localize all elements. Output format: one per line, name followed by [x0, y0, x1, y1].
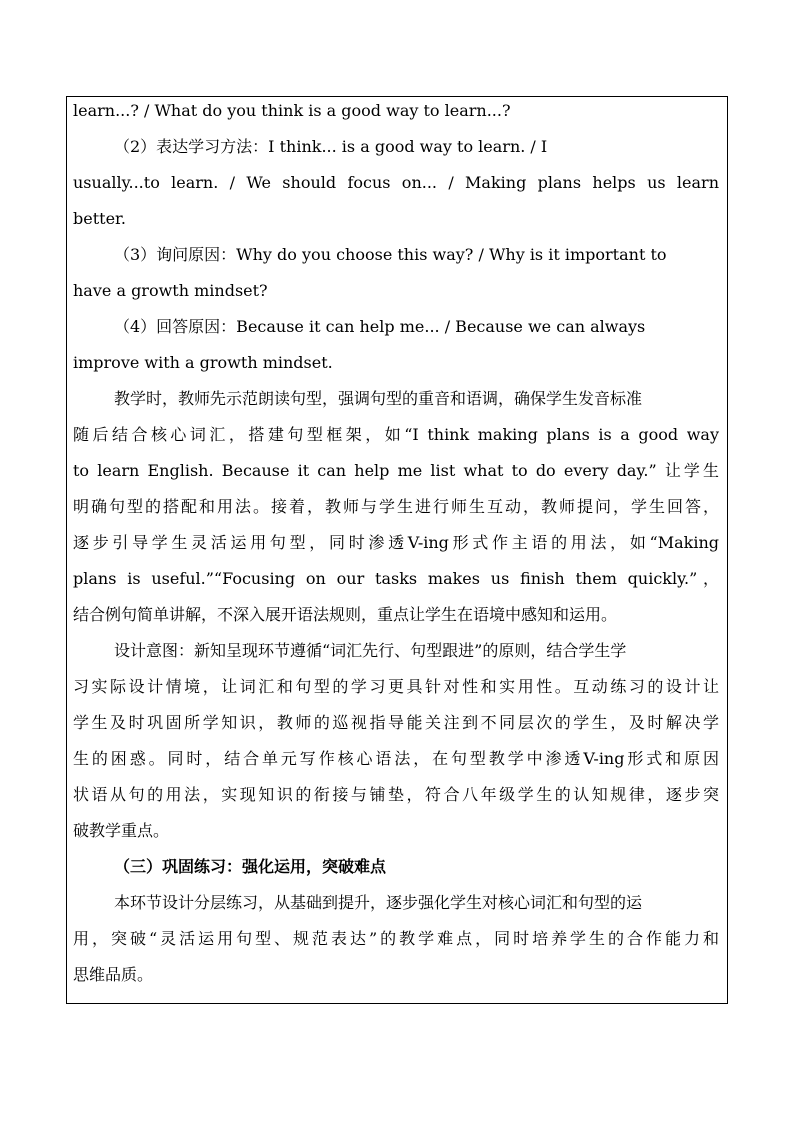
text-line-3: usually...to learn. / We should focus on... / Making plans helps us learn [73, 173, 719, 192]
paragraph-design-line-2: 习实际设计情境，让词汇和句型的学习更具针对性和实用性。互动练习的设计让 [73, 677, 719, 696]
paragraph-practice-line-1: 本环节设计分层练习，从基础到提升，逐步强化学生对核心词汇和句型的运 [114, 893, 643, 912]
paragraph-design-line-1: 设计意图：新知呈现环节遵循“词汇先行、句型跟进”的原则，结合学生学 [114, 641, 627, 660]
paragraph-teaching-line-5: 逐步引导学生灵活运用句型，同时渗透V-ing形式作主语的用法，如“Making [73, 533, 719, 552]
paragraph-practice-line-2: 用，突破“灵活运用句型、规范表达”的教学难点，同时培养学生的合作能力和 [73, 929, 719, 948]
paragraph-teaching-line-7: 结合例句简单讲解，不深入展开语法规则，重点让学生在语境中感知和运用。 [73, 605, 618, 624]
paragraph-design-line-5: 状语从句的用法，实现知识的衔接与铺垫，符合八年级学生的认知规律，逐步突 [73, 785, 719, 804]
text-line-5: （3）询问原因：Why do you choose this way? / Why is it important to [114, 245, 667, 264]
paragraph-teaching-line-1: 教学时，教师先示范朗读句型，强调句型的重音和语调，确保学生发音标准 [114, 389, 643, 408]
paragraph-teaching-line-4: 明确句型的搭配和用法。接着，教师与学生进行师生互动，教师提问，学生回答， [73, 497, 719, 516]
section-heading: （三）巩固练习：强化运用，突破难点 [114, 857, 387, 876]
paragraph-teaching-line-2: 随后结合核心词汇，搭建句型框架，如“I think making plans is a good way [73, 425, 719, 444]
text-line-4: better. [73, 209, 127, 228]
paragraph-design-line-6: 破教学重点。 [73, 821, 170, 840]
text-line-1: learn...? / What do you think is a good way to learn...? [73, 101, 511, 120]
paragraph-design-line-4: 生的困惑。同时，结合单元写作核心语法，在句型教学中渗透V-ing形式和原因 [73, 749, 719, 768]
text-line-2: （2）表达学习方法：I think... is a good way to learn. / I [114, 137, 548, 156]
paragraph-practice-line-3: 思维品质。 [73, 965, 154, 984]
paragraph-design-line-3: 学生及时巩固所学知识，教师的巡视指导能关注到不同层次的学生，及时解决学 [73, 713, 719, 732]
paragraph-teaching-line-6: plans is useful.”“Focusing on our tasks makes us finish them quickly.”， [73, 569, 719, 588]
text-line-7: （4）回答原因：Because it can help me... / Because we can always [114, 317, 646, 336]
paragraph-teaching-line-3: to learn English. Because it can help me list what to do every day.” 让学生 [73, 461, 719, 480]
text-line-6: have a growth mindset? [73, 281, 268, 300]
text-line-8: improve with a growth mindset. [73, 353, 333, 372]
lesson-plan-table-cell [66, 96, 728, 1004]
